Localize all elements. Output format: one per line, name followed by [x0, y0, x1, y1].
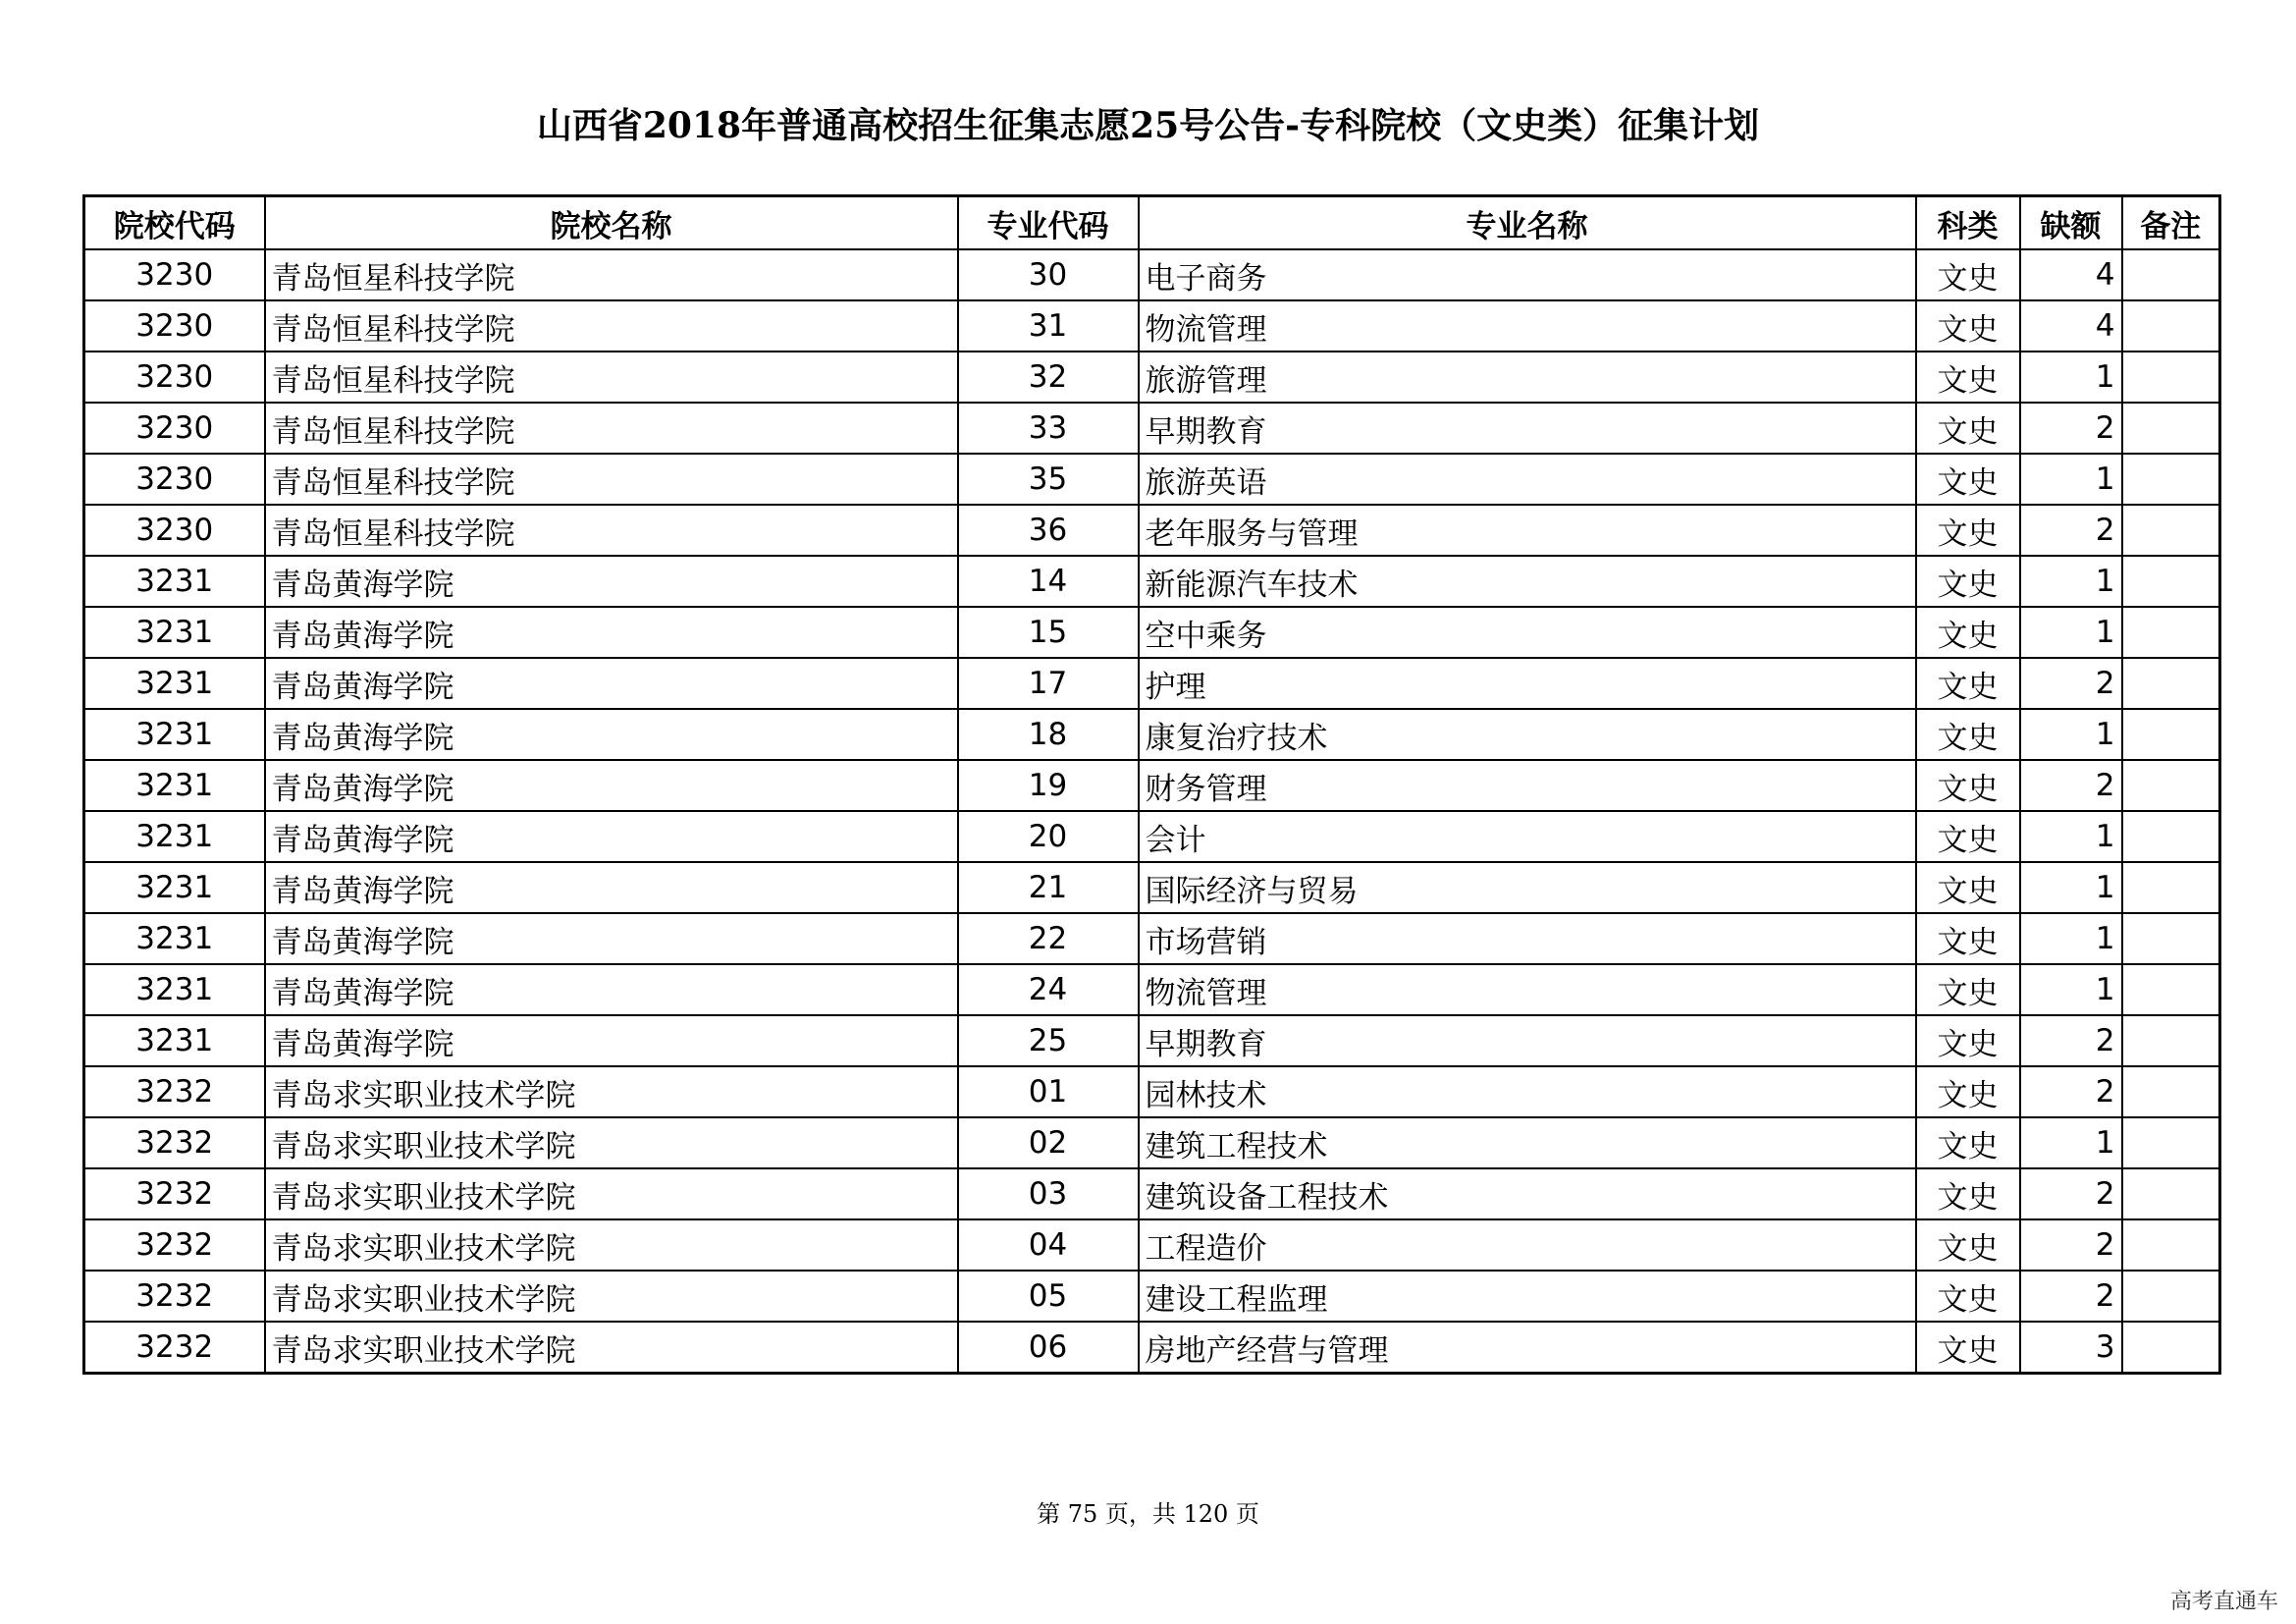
cell-major-name: 房地产经营与管理 [1139, 1322, 1916, 1374]
cell-school-name: 青岛恒星科技学院 [265, 454, 958, 505]
cell-major-name: 新能源汽车技术 [1139, 556, 1916, 607]
cell-major-code: 04 [958, 1219, 1139, 1271]
cell-major-name: 财务管理 [1139, 760, 1916, 811]
cell-major-code: 02 [958, 1117, 1139, 1168]
cell-school-code: 3231 [84, 913, 265, 964]
cell-major-name: 物流管理 [1139, 300, 1916, 352]
cell-category: 文史 [1916, 964, 2020, 1015]
cell-major-name: 建设工程监理 [1139, 1271, 1916, 1322]
cell-school-name: 青岛恒星科技学院 [265, 300, 958, 352]
header-school-code: 院校代码 [84, 196, 265, 250]
cell-remark [2122, 1168, 2220, 1219]
cell-major-code: 21 [958, 862, 1139, 913]
cell-school-name: 青岛黄海学院 [265, 862, 958, 913]
cell-category: 文史 [1916, 1322, 2020, 1374]
header-remark: 备注 [2122, 196, 2220, 250]
cell-category: 文史 [1916, 607, 2020, 658]
cell-remark [2122, 300, 2220, 352]
cell-category: 文史 [1916, 1219, 2020, 1271]
cell-school-code: 3231 [84, 964, 265, 1015]
table-row [84, 964, 2220, 1015]
table-row [84, 913, 2220, 964]
cell-remark [2122, 913, 2220, 964]
cell-category: 文史 [1916, 658, 2020, 709]
cell-category: 文史 [1916, 352, 2020, 403]
cell-remark [2122, 964, 2220, 1015]
cell-remark [2122, 1066, 2220, 1117]
cell-school-name: 青岛恒星科技学院 [265, 249, 958, 300]
cell-school-code: 3231 [84, 607, 265, 658]
table-row [84, 658, 2220, 709]
cell-remark [2122, 1271, 2220, 1322]
cell-vacancies: 1 [2020, 352, 2122, 403]
cell-major-code: 36 [958, 505, 1139, 556]
cell-school-code: 3230 [84, 403, 265, 454]
cell-category: 文史 [1916, 454, 2020, 505]
cell-school-name: 青岛黄海学院 [265, 913, 958, 964]
cell-school-name: 青岛求实职业技术学院 [265, 1117, 958, 1168]
cell-school-name: 青岛黄海学院 [265, 1015, 958, 1066]
cell-major-code: 33 [958, 403, 1139, 454]
table-row [84, 1168, 2220, 1219]
header-major-name: 专业名称 [1139, 196, 1916, 250]
cell-vacancies: 3 [2020, 1322, 2122, 1374]
cell-school-name: 青岛黄海学院 [265, 556, 958, 607]
cell-school-code: 3231 [84, 1015, 265, 1066]
cell-vacancies: 1 [2020, 1117, 2122, 1168]
cell-school-code: 3232 [84, 1066, 265, 1117]
cell-remark [2122, 352, 2220, 403]
cell-category: 文史 [1916, 1168, 2020, 1219]
cell-school-name: 青岛黄海学院 [265, 709, 958, 760]
cell-vacancies: 1 [2020, 913, 2122, 964]
cell-vacancies: 1 [2020, 556, 2122, 607]
cell-major-code: 32 [958, 352, 1139, 403]
cell-category: 文史 [1916, 709, 2020, 760]
cell-major-name: 护理 [1139, 658, 1916, 709]
cell-school-code: 3231 [84, 811, 265, 862]
cell-remark [2122, 760, 2220, 811]
cell-school-code: 3232 [84, 1219, 265, 1271]
cell-major-name: 康复治疗技术 [1139, 709, 1916, 760]
table-row [84, 862, 2220, 913]
cell-school-code: 3232 [84, 1271, 265, 1322]
cell-major-name: 电子商务 [1139, 249, 1916, 300]
cell-vacancies: 1 [2020, 811, 2122, 862]
watermark: 高考直通车 [2169, 1590, 2278, 1614]
cell-major-name: 物流管理 [1139, 964, 1916, 1015]
table-row [84, 556, 2220, 607]
cell-school-code: 3230 [84, 454, 265, 505]
header-vacancies: 缺额 [2020, 196, 2122, 250]
cell-category: 文史 [1916, 505, 2020, 556]
cell-major-name: 旅游管理 [1139, 352, 1916, 403]
cell-major-code: 31 [958, 300, 1139, 352]
cell-major-code: 06 [958, 1322, 1139, 1374]
cell-major-name: 工程造价 [1139, 1219, 1916, 1271]
cell-category: 文史 [1916, 913, 2020, 964]
cell-school-name: 青岛黄海学院 [265, 760, 958, 811]
cell-major-code: 14 [958, 556, 1139, 607]
cell-school-code: 3231 [84, 658, 265, 709]
table-row [84, 454, 2220, 505]
table-row [84, 505, 2220, 556]
enrollment-plan-table [82, 194, 2221, 1375]
cell-major-code: 01 [958, 1066, 1139, 1117]
table-row [84, 1322, 2220, 1374]
cell-remark [2122, 709, 2220, 760]
cell-major-name: 园林技术 [1139, 1066, 1916, 1117]
cell-major-name: 会计 [1139, 811, 1916, 862]
cell-vacancies: 2 [2020, 658, 2122, 709]
cell-school-name: 青岛恒星科技学院 [265, 352, 958, 403]
cell-major-code: 19 [958, 760, 1139, 811]
cell-category: 文史 [1916, 1117, 2020, 1168]
cell-major-code: 30 [958, 249, 1139, 300]
cell-vacancies: 2 [2020, 1219, 2122, 1271]
cell-remark [2122, 403, 2220, 454]
cell-major-code: 15 [958, 607, 1139, 658]
cell-remark [2122, 658, 2220, 709]
table-row [84, 1066, 2220, 1117]
cell-school-name: 青岛求实职业技术学院 [265, 1219, 958, 1271]
table-row [84, 1015, 2220, 1066]
cell-major-name: 建筑工程技术 [1139, 1117, 1916, 1168]
cell-school-name: 青岛恒星科技学院 [265, 403, 958, 454]
cell-vacancies: 4 [2020, 300, 2122, 352]
cell-school-code: 3232 [84, 1322, 265, 1374]
cell-remark [2122, 1322, 2220, 1374]
cell-category: 文史 [1916, 862, 2020, 913]
cell-school-code: 3232 [84, 1117, 265, 1168]
cell-school-name: 青岛黄海学院 [265, 607, 958, 658]
cell-remark [2122, 1117, 2220, 1168]
table-row [84, 1271, 2220, 1322]
cell-major-name: 早期教育 [1139, 1015, 1916, 1066]
cell-category: 文史 [1916, 760, 2020, 811]
cell-school-name: 青岛求实职业技术学院 [265, 1322, 958, 1374]
cell-major-code: 22 [958, 913, 1139, 964]
cell-school-code: 3230 [84, 352, 265, 403]
cell-major-name: 空中乘务 [1139, 607, 1916, 658]
cell-vacancies: 4 [2020, 249, 2122, 300]
cell-remark [2122, 249, 2220, 300]
cell-vacancies: 1 [2020, 709, 2122, 760]
cell-vacancies: 1 [2020, 607, 2122, 658]
cell-major-name: 老年服务与管理 [1139, 505, 1916, 556]
page-footer: 第 75 页，共 120 页 [1037, 1500, 1259, 1528]
table-row [84, 352, 2220, 403]
cell-remark [2122, 556, 2220, 607]
table-row [84, 249, 2220, 300]
cell-vacancies: 2 [2020, 1271, 2122, 1322]
cell-category: 文史 [1916, 1271, 2020, 1322]
cell-remark [2122, 607, 2220, 658]
cell-major-name: 早期教育 [1139, 403, 1916, 454]
cell-category: 文史 [1916, 403, 2020, 454]
cell-major-code: 20 [958, 811, 1139, 862]
cell-school-name: 青岛黄海学院 [265, 811, 958, 862]
cell-school-name: 青岛黄海学院 [265, 658, 958, 709]
cell-vacancies: 1 [2020, 454, 2122, 505]
cell-major-code: 18 [958, 709, 1139, 760]
cell-major-name: 旅游英语 [1139, 454, 1916, 505]
cell-major-code: 35 [958, 454, 1139, 505]
cell-category: 文史 [1916, 811, 2020, 862]
cell-category: 文史 [1916, 556, 2020, 607]
cell-vacancies: 1 [2020, 862, 2122, 913]
cell-vacancies: 2 [2020, 1015, 2122, 1066]
cell-remark [2122, 1219, 2220, 1271]
table-row [84, 300, 2220, 352]
cell-vacancies: 2 [2020, 505, 2122, 556]
cell-school-code: 3231 [84, 556, 265, 607]
table-row [84, 760, 2220, 811]
cell-category: 文史 [1916, 1066, 2020, 1117]
header-school-name: 院校名称 [265, 196, 958, 250]
cell-category: 文史 [1916, 249, 2020, 300]
table-row [84, 607, 2220, 658]
cell-remark [2122, 1015, 2220, 1066]
cell-school-name: 青岛求实职业技术学院 [265, 1271, 958, 1322]
cell-school-code: 3231 [84, 760, 265, 811]
header-category: 科类 [1916, 196, 2020, 250]
table-row [84, 1117, 2220, 1168]
cell-major-code: 25 [958, 1015, 1139, 1066]
cell-major-name: 国际经济与贸易 [1139, 862, 1916, 913]
cell-vacancies: 1 [2020, 964, 2122, 1015]
cell-remark [2122, 811, 2220, 862]
cell-school-code: 3231 [84, 862, 265, 913]
cell-major-code: 05 [958, 1271, 1139, 1322]
cell-vacancies: 2 [2020, 760, 2122, 811]
cell-major-code: 24 [958, 964, 1139, 1015]
cell-remark [2122, 454, 2220, 505]
cell-school-code: 3230 [84, 300, 265, 352]
page-title: 山西省2018年普通高校招生征集志愿25号公告-专科院校（文史类）征集计划 [536, 105, 1760, 146]
header-major-code: 专业代码 [958, 196, 1139, 250]
cell-major-name: 市场营销 [1139, 913, 1916, 964]
table-row [84, 1219, 2220, 1271]
table-row [84, 403, 2220, 454]
cell-school-name: 青岛恒星科技学院 [265, 505, 958, 556]
cell-category: 文史 [1916, 1015, 2020, 1066]
cell-remark [2122, 505, 2220, 556]
cell-major-code: 03 [958, 1168, 1139, 1219]
cell-school-name: 青岛求实职业技术学院 [265, 1066, 958, 1117]
cell-school-code: 3230 [84, 249, 265, 300]
cell-category: 文史 [1916, 300, 2020, 352]
cell-major-code: 17 [958, 658, 1139, 709]
cell-school-code: 3231 [84, 709, 265, 760]
cell-vacancies: 2 [2020, 403, 2122, 454]
cell-school-name: 青岛求实职业技术学院 [265, 1168, 958, 1219]
cell-remark [2122, 862, 2220, 913]
cell-vacancies: 2 [2020, 1066, 2122, 1117]
cell-school-code: 3232 [84, 1168, 265, 1219]
cell-school-code: 3230 [84, 505, 265, 556]
table-header-row [84, 196, 2220, 250]
cell-vacancies: 2 [2020, 1168, 2122, 1219]
cell-school-name: 青岛黄海学院 [265, 964, 958, 1015]
table-row [84, 811, 2220, 862]
cell-major-name: 建筑设备工程技术 [1139, 1168, 1916, 1219]
table-row [84, 709, 2220, 760]
